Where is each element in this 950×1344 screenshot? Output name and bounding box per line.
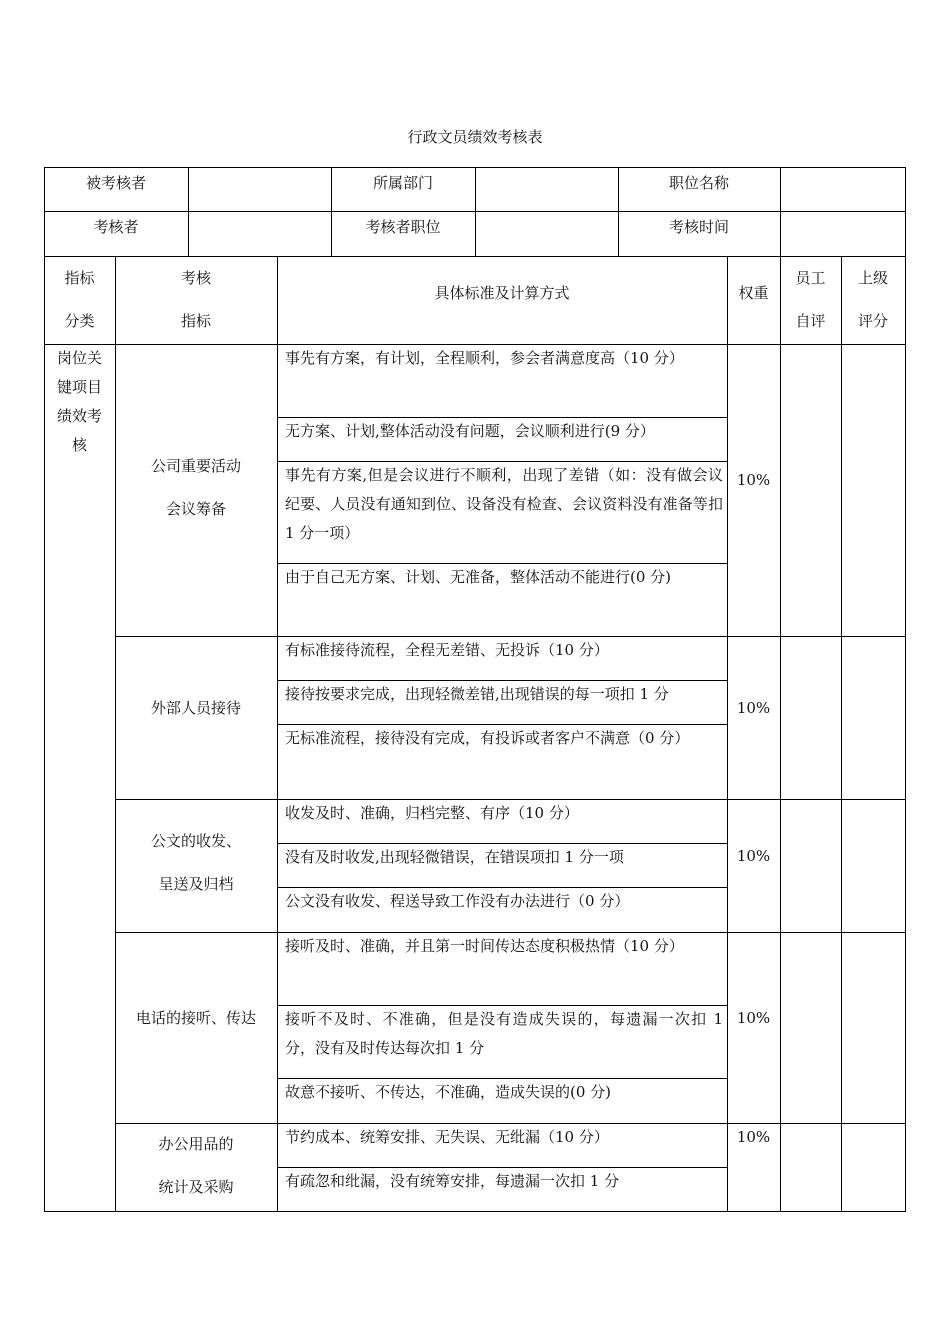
self-review-cell[interactable] (781, 800, 841, 932)
indicator-phone-handling: 电话的接听、传达 (135, 1009, 256, 1027)
criterion-text: 没有及时收发,出现轻微错误，在错误项扣 1 分一项 (285, 848, 624, 866)
indicator-meeting-prep: 公司重要活动 会议筹备 (150, 457, 241, 518)
assessor-position-label: 考核者职位 (365, 218, 441, 236)
criterion-text: 接听不及时、不准确，但是没有造成失误的，每遗漏一次扣 1 分，没有及时传达每次扣 1 分 (285, 1010, 723, 1057)
superior-score-cell[interactable] (842, 1124, 905, 1211)
indicator-document-handling: 公文的收发、 呈送及归档 (150, 832, 241, 893)
criterion-text: 接待按要求完成，出现轻微差错,出现错误的每一项扣 1 分 (285, 685, 669, 703)
department-value[interactable] (476, 168, 618, 211)
criterion-text: 有疏忽和纰漏，没有统筹安排，每遗漏一次扣 1 分 (285, 1172, 620, 1190)
criterion-text: 节约成本、统筹安排、无失误、无纰漏（10 分） (285, 1128, 609, 1146)
superior-score-cell[interactable] (842, 345, 905, 636)
time-value[interactable] (781, 212, 905, 256)
criterion-text: 公文没有收发、程送导致工作没有办法进行（0 分） (285, 892, 630, 910)
position-label: 职位名称 (668, 174, 729, 192)
criterion-text: 接听及时、准确，并且第一时间传达态度积极热情（10 分） (285, 937, 684, 955)
weight-value: 10% (736, 847, 771, 865)
weight-value: 10% (736, 699, 771, 717)
indicator-office-supplies: 办公用品的 统计及采购 (158, 1135, 234, 1196)
self-review-cell[interactable] (781, 1124, 841, 1211)
superior-score-cell[interactable] (842, 637, 905, 799)
assessee-value[interactable] (189, 168, 331, 211)
weight-value: 10% (736, 1128, 771, 1146)
assessee-label: 被考核者 (85, 174, 146, 192)
col-header-superior-score: 上级 评分 (857, 269, 888, 330)
criterion-text: 无方案、计划,整体活动没有问题，会议顺利进行(9 分） (285, 422, 655, 440)
col-header-indicator: 考核 指标 (180, 269, 211, 330)
department-label: 所属部门 (372, 174, 433, 192)
criterion-text: 事先有方案，有计划，全程顺利，参会者满意度高（10 分） (285, 349, 684, 367)
time-label: 考核时间 (668, 218, 729, 236)
criterion-text: 故意不接听、不传达，不准确，造成失误的(0 分) (285, 1083, 612, 1101)
assessor-position-value[interactable] (476, 212, 618, 256)
criterion-text: 由于自己无方案、计划、无准备，整体活动不能进行(0 分) (285, 568, 672, 586)
criterion-text: 收发及时、准确，归档完整、有序（10 分） (285, 804, 579, 822)
col-header-category: 指标 分类 (64, 269, 95, 330)
self-review-cell[interactable] (781, 345, 841, 636)
category-label: 岗位关 键项目 绩效考 核 (56, 349, 102, 454)
superior-score-cell[interactable] (842, 933, 905, 1123)
criterion-text: 有标准接待流程，全程无差错、无投诉（10 分） (285, 641, 609, 659)
col-header-standard: 具体标准及计算方式 (434, 284, 570, 302)
assessor-value[interactable] (189, 212, 331, 256)
page-title: 行政文员绩效考核表 (407, 128, 543, 146)
weight-value: 10% (736, 471, 771, 489)
criterion-text: 事先有方案,但是会议进行不顺利，出现了差错（如：没有做会议纪要、人员没有通知到位、设备没有检查、会议资料没有准备等扣 1 分一项） (285, 466, 723, 542)
self-review-cell[interactable] (781, 637, 841, 799)
assessor-label: 考核者 (93, 218, 139, 236)
position-value[interactable] (781, 168, 905, 211)
superior-score-cell[interactable] (842, 800, 905, 932)
self-review-cell[interactable] (781, 933, 841, 1123)
indicator-visitor-reception: 外部人员接待 (150, 699, 241, 717)
criterion-text: 无标准流程，接待没有完成，有投诉或者客户不满意（0 分） (285, 729, 690, 747)
col-header-weight: 权重 (738, 284, 769, 302)
weight-value: 10% (736, 1009, 771, 1027)
col-header-self-review: 员工 自评 (795, 269, 826, 330)
